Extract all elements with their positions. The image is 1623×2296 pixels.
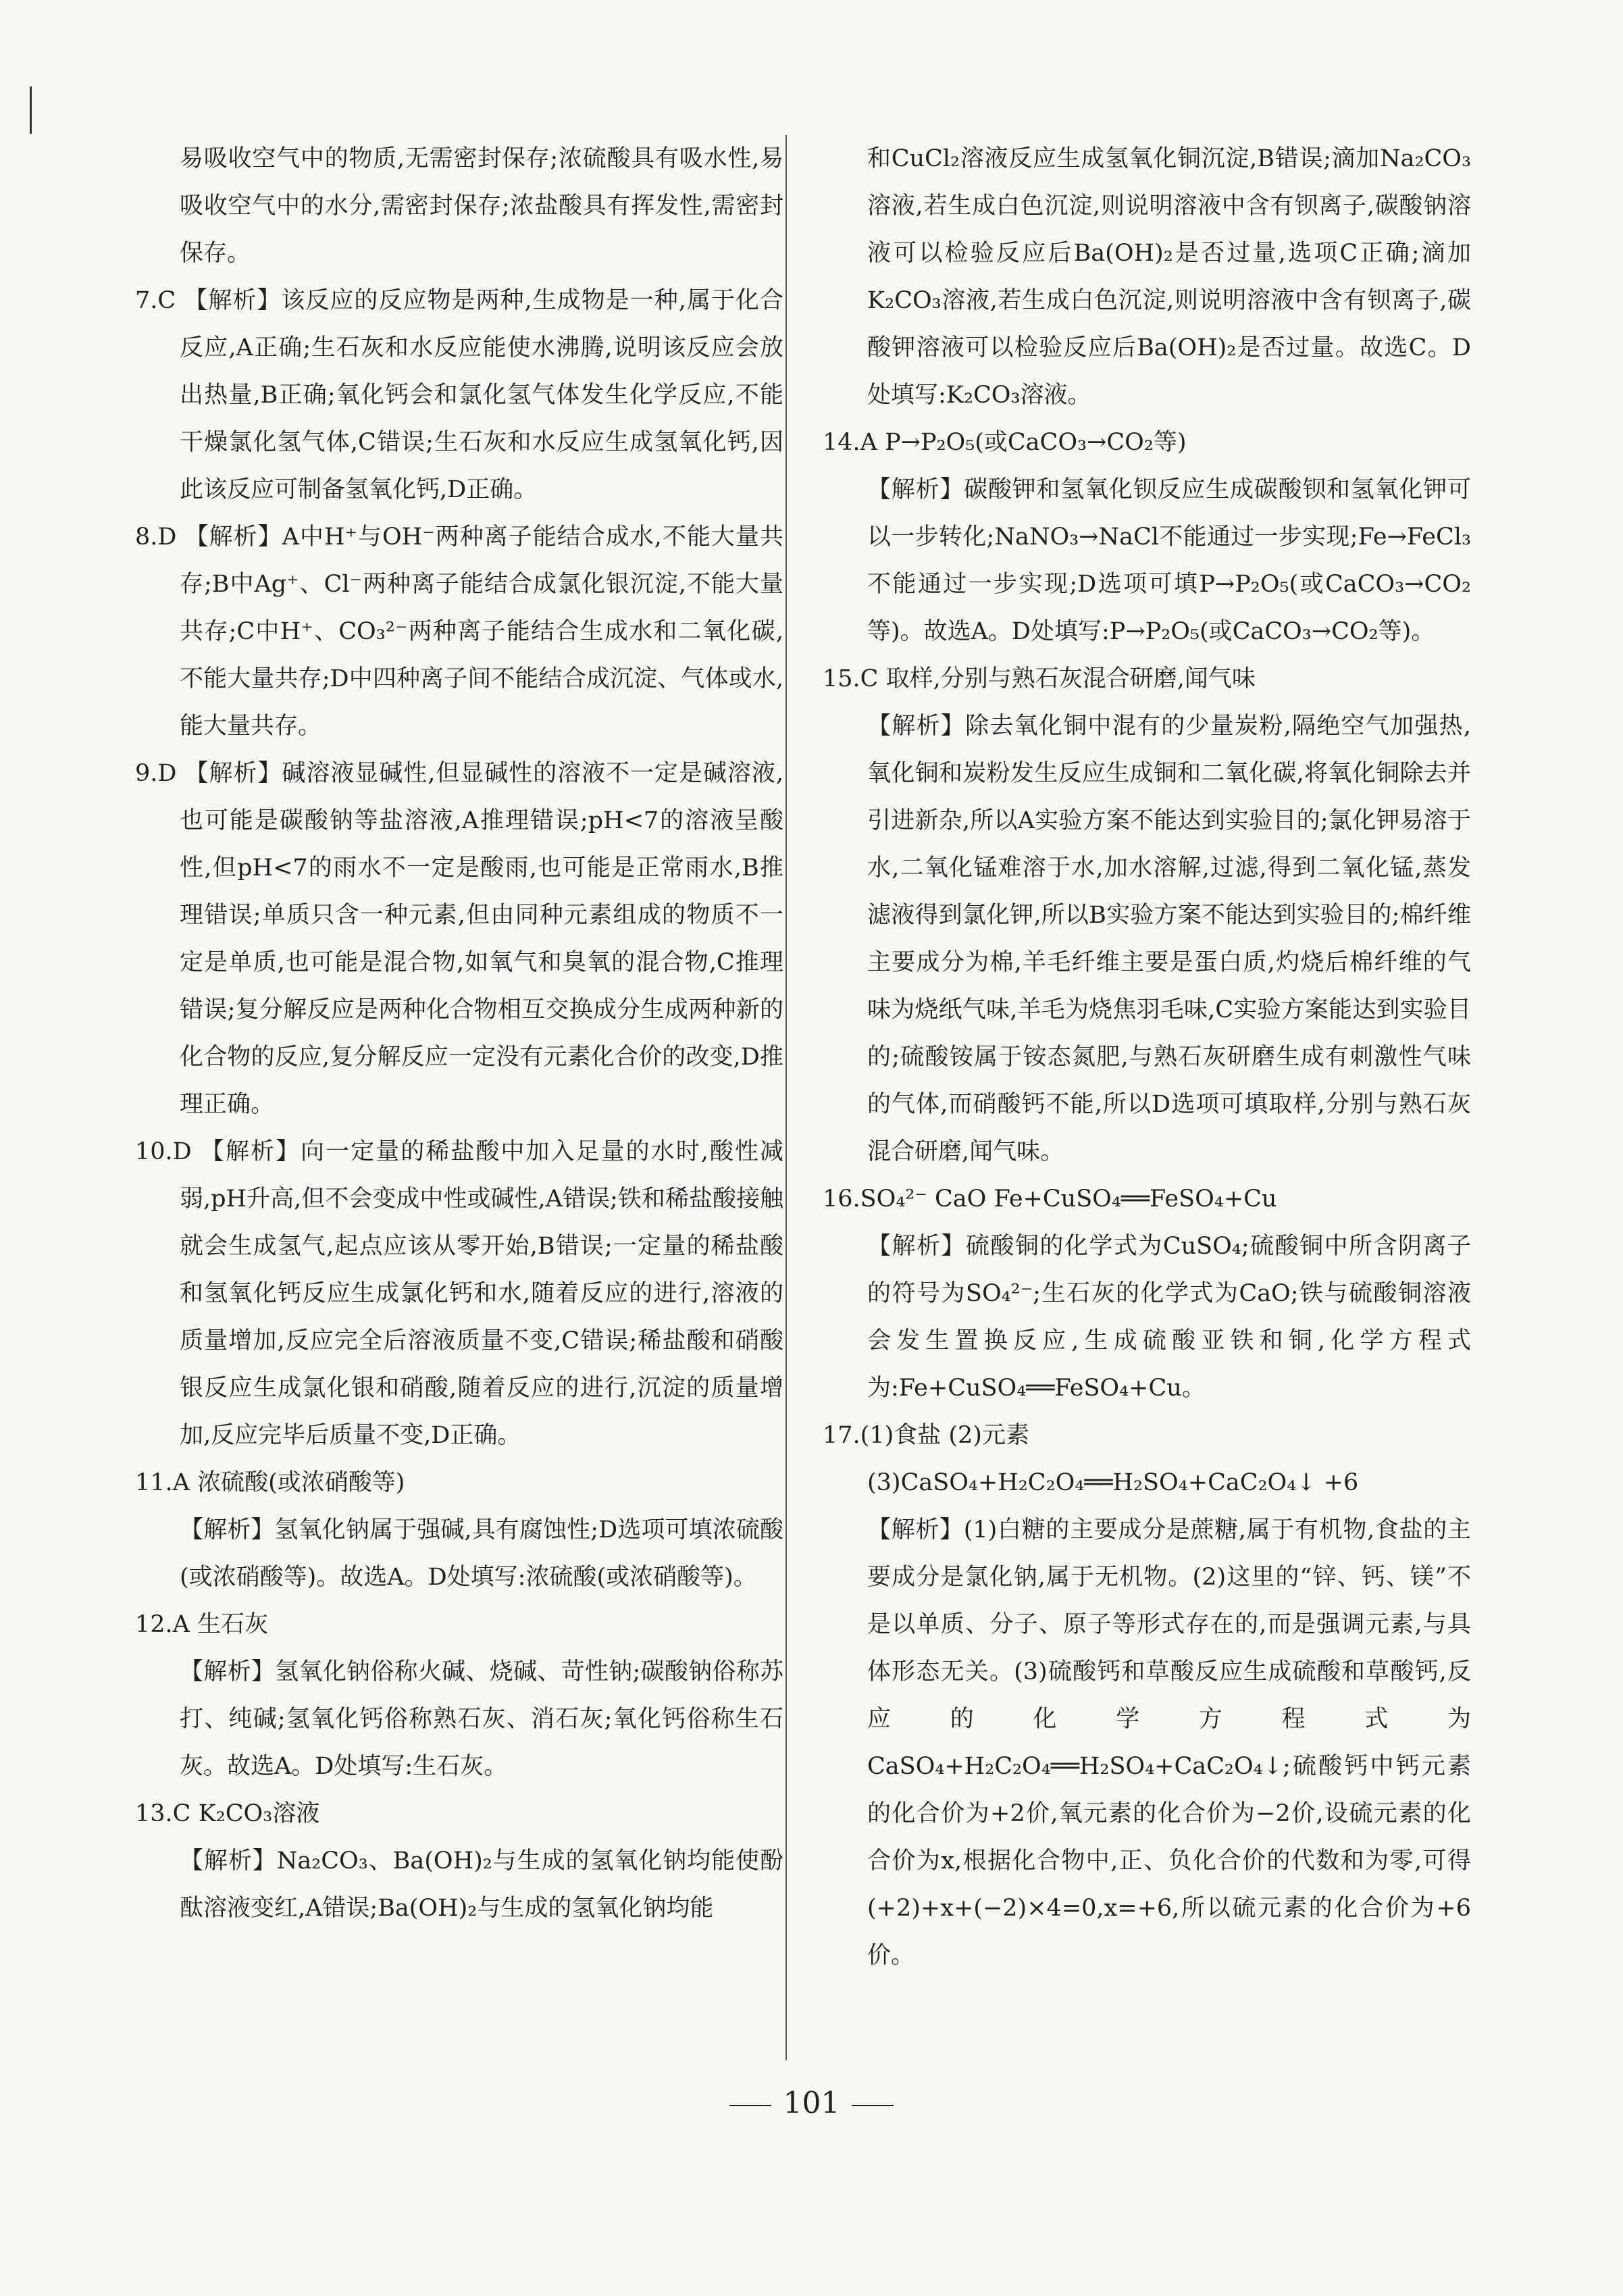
answer-9: 9.D 【解析】碱溶液显碱性,但显碱性的溶液不一定是碱溶液,也可能是碳酸钠等盐溶液,A推理错误;pH<7的溶液呈酸性,但pH<7的雨水不一定是酸雨,也可能是正常雨水,B推理错误;单质只含一种元素,但由同种元素组成的物质不一定是单质,也可能是混合物,如氧气和臭氧的混合物,C推理错误;复分解反应是两种化合物相互交换成分生成两种新的化合物的反应,复分解反应一定没有元素化合价的改变,D推理正确。 [135, 760, 783, 1118]
answer-14: 14.A P→P₂O₅(或CaCO₃→CO₂等) [823, 429, 1187, 456]
answer-13-analysis: 【解析】Na₂CO₃、Ba(OH)₂与生成的氢氧化钠均能使酚酞溶液变红,A错误;Ba(OH)₂与生成的氢氧化钠均能 [180, 1847, 783, 1922]
answer-7: 7.C 【解析】该反应的反应物是两种,生成物是一种,属于化合反应,A正确;生石灰和水反应能使水沸腾,说明该反应会放出热量,B正确;氧化钙会和氯化氢气体发生化学反应,不能干燥氯化氢气体,C错误;生石灰和水反应生成氢氧化钙,因此该反应可制备氢氧化钙,D正确。 [135, 287, 783, 503]
answer-17-part3: (3)CaSO₄+H₂C₂O₄══H₂SO₄+CaC₂O₄↓ +6 [867, 1469, 1359, 1496]
answer-15-analysis: 【解析】除去氧化铜中混有的少量炭粉,隔绝空气加强热,氧化铜和炭粉发生反应生成铜和二氧化碳,将氧化铜除去并引进新杂,所以A实验方案不能达到实验目的;氯化钾易溶于水,二氧化锰难溶于水,加水溶解,过滤,得到二氧化锰,蒸发滤液得到氯化钾,所以B实验方案不能达到实验目的;棉纤维主要成分为棉,羊毛纤维主要是蛋白质,灼烧后棉纤维的气味为烧纸气味,羊毛为烧焦羽毛味,C实验方案能达到实验目的;硫酸铵属于铵态氮肥,与熟石灰研磨生成有刺激性气味的气体,而硝酸钙不能,所以D选项可填取样,分别与熟石灰混合研磨,闻气味。 [867, 713, 1471, 1165]
answer-17-analysis: 【解析】(1)白糖的主要成分是蔗糖,属于有机物,食盐的主要成分是氯化钠,属于无机物。(2)这里的“锌、钙、镁”不是以单质、分子、原子等形式存在的,而是强调元素,与具体形态无关。(3)硫酸钙和草酸反应生成硫酸和草酸钙,反应的化学方程式为CaSO₄+H₂C₂O₄══H₂SO₄+CaC₂O₄↓;硫酸钙中钙元素的化合价为+2价,氧元素的化合价为−2价,设硫元素的化合价为x,根据化合物中,正、负化合价的代数和为零,可得(+2)+x+(−2)×4=0,x=+6,所以硫元素的化合价为+6价。 [867, 1516, 1471, 1969]
answer-11-analysis: 【解析】氢氧化钠属于强碱,具有腐蚀性;D选项可填浓硫酸(或浓硝酸等)。故选A。D处填写:浓硫酸(或浓硝酸等)。 [180, 1516, 783, 1591]
footer-dash-left [729, 2105, 771, 2106]
page-number: 101 [783, 2086, 840, 2120]
answer-16-analysis: 【解析】硫酸铜的化学式为CuSO₄;硫酸铜中所含阴离子的符号为SO₄²⁻;生石灰的化学式为CaO;铁与硫酸铜溶液会发生置换反应,生成硫酸亚铁和铜,化学方程式为:Fe+CuSO₄══FeSO₄+Cu。 [867, 1233, 1471, 1402]
answer-10: 10.D 【解析】向一定量的稀盐酸中加入足量的水时,酸性减弱,pH升高,但不会变成中性或碱性,A错误;铁和稀盐酸接触就会生成氢气,起点应该从零开始,B错误;一定量的稀盐酸和氢氧化钙反应生成氯化钙和水,随着反应的进行,溶液的质量增加,反应完全后溶液质量不变,C错误;稀盐酸和硝酸银反应生成氯化银和硝酸,随着反应的进行,沉淀的质量增加,反应完毕后质量不变,D正确。 [135, 1138, 783, 1449]
answer-paragraph: 易吸收空气中的物质,无需密封保存;浓硫酸具有吸水性,易吸收空气中的水分,需密封保存;浓盐酸具有挥发性,需密封保存。 [180, 145, 783, 267]
answer-14-analysis: 【解析】碳酸钾和氢氧化钡反应生成碳酸钡和氢氧化钾可以一步转化;NaNO₃→NaCl不能通过一步实现;Fe→FeCl₃不能通过一步实现;D选项可填P→P₂O₅(或CaCO₃→CO₂等)。故选A。D处填写:P→P₂O₅(或CaCO₃→CO₂等)。 [867, 476, 1471, 645]
answer-12: 12.A 生石灰 [135, 1611, 269, 1638]
footer-dash-right [852, 2105, 894, 2106]
page-footer [0, 2086, 1623, 2120]
binding-mark [30, 86, 32, 134]
column-divider [785, 135, 787, 2060]
right-column [823, 135, 1471, 1979]
answer-11: 11.A 浓硫酸(或浓硝酸等) [135, 1469, 405, 1496]
left-column [135, 135, 783, 1932]
answer-13-analysis-cont: 和CuCl₂溶液反应生成氢氧化铜沉淀,B错误;滴加Na₂CO₃溶液,若生成白色沉淀,则说明溶液中含有钡离子,碳酸钠溶液可以检验反应后Ba(OH)₂是否过量,选项C正确;滴加K₂CO₃溶液,若生成白色沉淀,则说明溶液中含有钡离子,碳酸钾溶液可以检验反应后Ba(OH)₂是否过量。故选C。D处填写:K₂CO₃溶液。 [867, 145, 1471, 409]
answer-12-analysis: 【解析】氢氧化钠俗称火碱、烧碱、苛性钠;碳酸钠俗称苏打、纯碱;氢氧化钙俗称熟石灰、消石灰;氧化钙俗称生石灰。故选A。D处填写:生石灰。 [180, 1658, 783, 1780]
answer-15: 15.C 取样,分别与熟石灰混合研磨,闻气味 [823, 665, 1256, 692]
answer-16: 16.SO₄²⁻ CaO Fe+CuSO₄══FeSO₄+Cu [823, 1185, 1277, 1213]
answer-17: 17.(1)食盐 (2)元素 [823, 1422, 1029, 1449]
answer-13: 13.C K₂CO₃溶液 [135, 1800, 320, 1827]
answer-8: 8.D 【解析】A中H⁺与OH⁻两种离子能结合成水,不能大量共存;B中Ag⁺、Cl⁻两种离子能结合成氯化银沉淀,不能大量共存;C中H⁺、CO₃²⁻两种离子能结合生成水和二氧化碳,不能大量共存;D中四种离子间不能结合成沉淀、气体或水,能大量共存。 [135, 524, 783, 740]
